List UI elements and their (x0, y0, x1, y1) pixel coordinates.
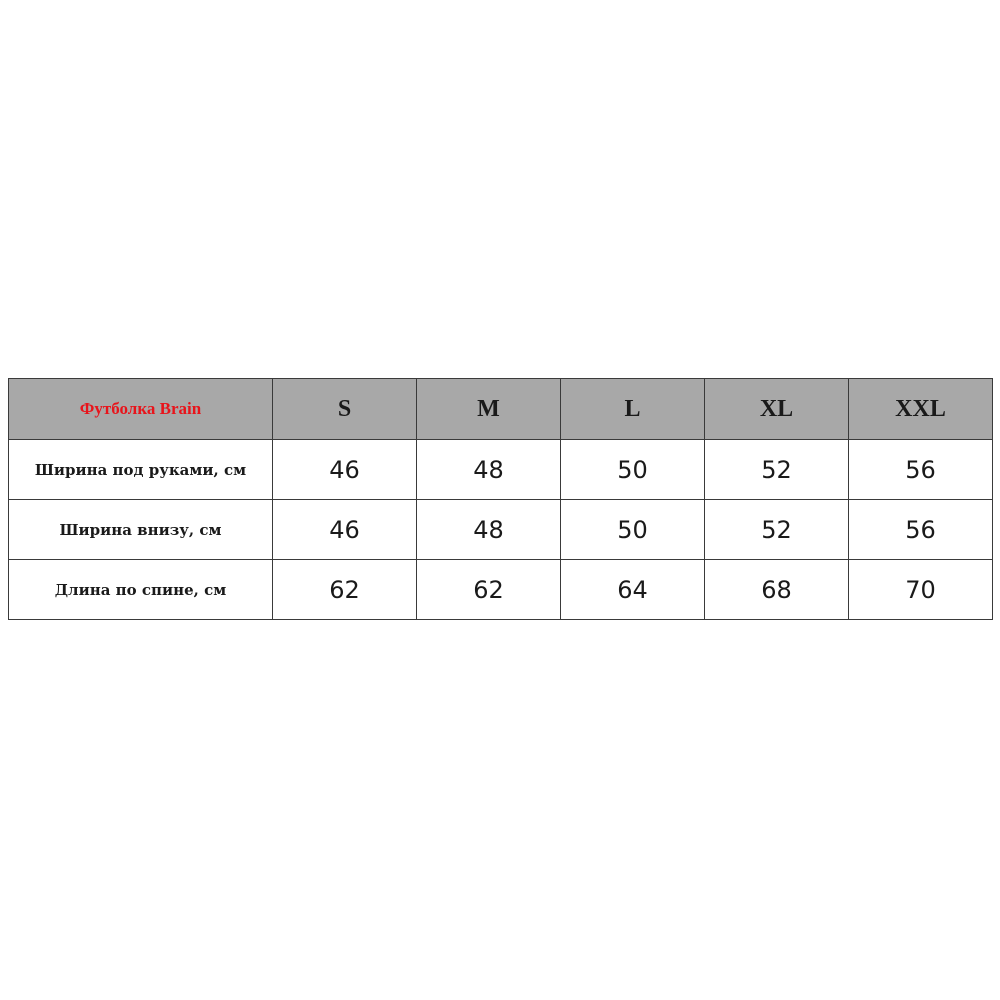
product-name: Футболка Brain (9, 379, 273, 440)
table-cell: 48 (417, 440, 561, 500)
table-cell: 50 (561, 500, 705, 560)
table-cell: 52 (705, 500, 849, 560)
table-cell: 52 (705, 440, 849, 500)
table-row (9, 560, 993, 620)
table-cell: 46 (273, 440, 417, 500)
measure-label: Длина по спине, см (9, 560, 273, 620)
table-row (9, 440, 993, 500)
size-header-m: M (417, 379, 561, 440)
size-chart-table (8, 378, 993, 620)
header-row (9, 379, 993, 440)
table-cell: 56 (849, 440, 993, 500)
table-cell: 62 (273, 560, 417, 620)
measure-label: Ширина под руками, см (9, 440, 273, 500)
table-cell: 62 (417, 560, 561, 620)
table-cell: 68 (705, 560, 849, 620)
table-row (9, 500, 993, 560)
table-body (9, 440, 993, 620)
table-cell: 48 (417, 500, 561, 560)
size-header-s: S (273, 379, 417, 440)
measure-label: Ширина внизу, см (9, 500, 273, 560)
table-cell: 70 (849, 560, 993, 620)
table-cell: 46 (273, 500, 417, 560)
size-header-l: L (561, 379, 705, 440)
table-header (9, 379, 993, 440)
table-cell: 64 (561, 560, 705, 620)
table-cell: 50 (561, 440, 705, 500)
table-cell: 56 (849, 500, 993, 560)
size-header-xl: XL (705, 379, 849, 440)
size-header-xxl: XXL (849, 379, 993, 440)
